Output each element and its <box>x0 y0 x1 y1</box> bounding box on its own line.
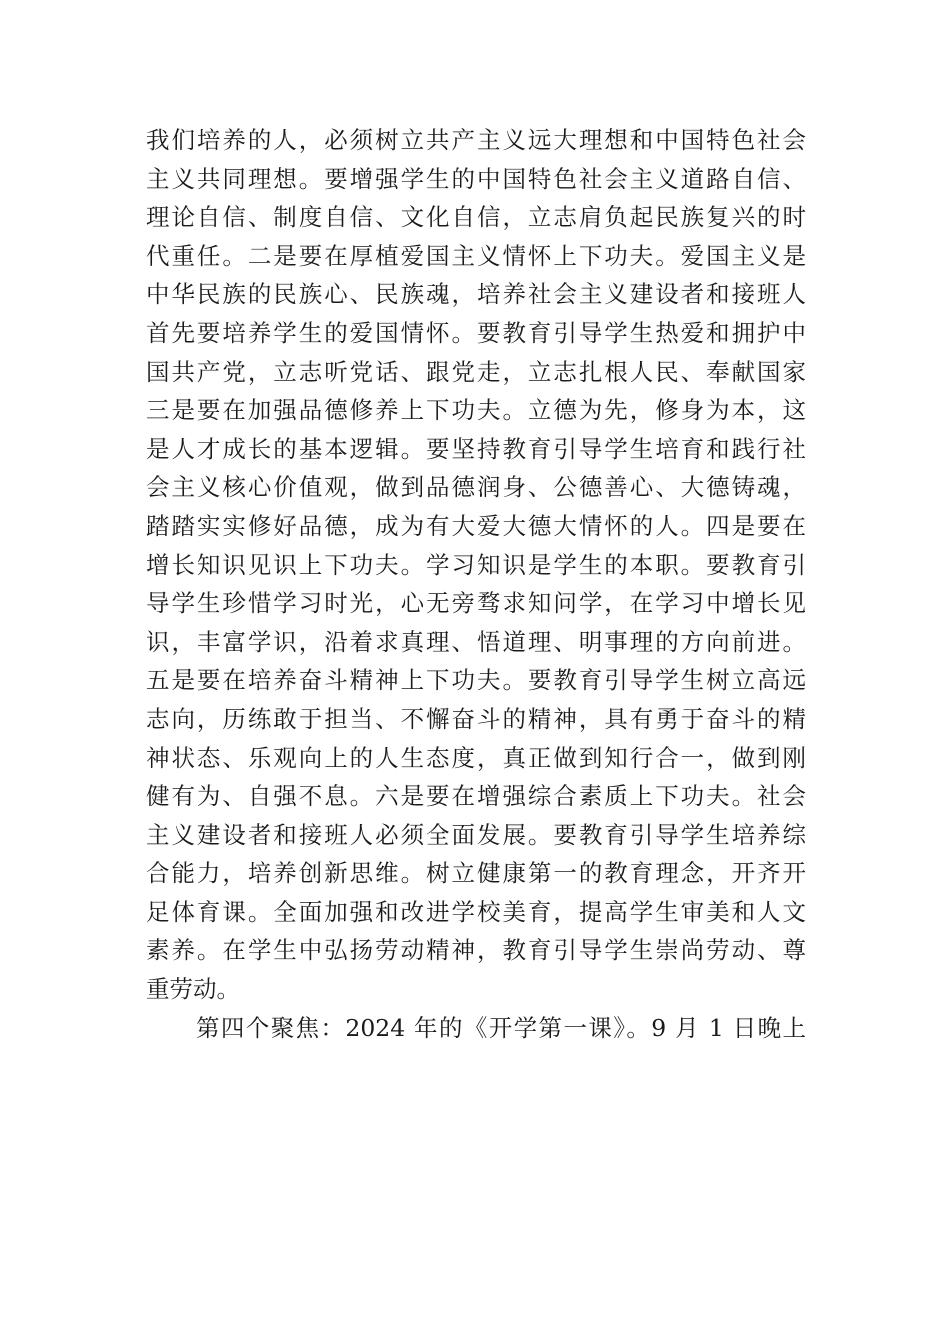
text-line: 代重任。二是要在厚植爱国主义情怀上下功夫。爱国主义是 <box>146 241 806 270</box>
text-line: 是人才成长的基本逻辑。要坚持教育引导学生培育和践行社 <box>146 434 806 463</box>
text-line: 导学生珍惜学习时光，心无旁骛求知问学，在学习中增长见 <box>146 589 806 618</box>
text-line: 我们培养的人，必须树立共产主义远大理想和中国特色社会 <box>146 126 806 154</box>
text-line: 合能力，培养创新思维。树立健康第一的教育理念，开齐开 <box>146 859 806 888</box>
text-line: 素养。在学生中弘扬劳动精神，教育引导学生崇尚劳动、尊 <box>146 936 806 965</box>
body-text <box>146 121 806 1047</box>
text-line: 踏踏实实修好品德，成为有大爱大德大情怀的人。四是要在 <box>146 511 806 540</box>
text-line: 理论自信、制度自信、文化自信，立志肩负起民族复兴的时 <box>146 203 806 232</box>
text-line: 增长知识见识上下功夫。学习知识是学生的本职。要教育引 <box>146 550 806 579</box>
text-line: 中华民族的民族心、民族魂，培养社会主义建设者和接班人 <box>146 280 806 309</box>
text-line: 会主义核心价值观，做到品德润身、公德善心、大德铸魂， <box>146 473 806 502</box>
text-line: 五是要在培养奋斗精神上下功夫。要教育引导学生树立高远 <box>146 666 806 695</box>
text-line: 神状态、乐观向上的人生态度，真正做到知行合一，做到刚 <box>146 743 806 772</box>
text-line: 主义建设者和接班人必须全面发展。要教育引导学生培养综 <box>146 820 806 849</box>
text-line: 足体育课。全面加强和改进学校美育，提高学生审美和人文 <box>146 897 806 926</box>
text-line: 志向，历练敢于担当、不懈奋斗的精神，具有勇于奋斗的精 <box>146 704 806 733</box>
text-line: 识，丰富学识，沿着求真理、悟道理、明事理的方向前进。 <box>146 627 806 656</box>
paragraph-first-line: 第四个聚焦：2024 年的《开学第一课》。9 月 1 日晚上 <box>196 1013 806 1042</box>
paragraph-end-line: 重劳动。 <box>146 975 240 1004</box>
text-line: 国共产党，立志听党话、跟党走，立志扎根人民、奉献国家 <box>146 357 806 386</box>
text-line: 健有为、自强不息。六是要在增强综合素质上下功夫。社会 <box>146 782 806 811</box>
text-line: 三是要在加强品德修养上下功夫。立德为先，修身为本，这 <box>146 396 806 425</box>
text-line: 首先要培养学生的爱国情怀。要教育引导学生热爱和拥护中 <box>146 318 806 347</box>
text-line: 主义共同理想。要增强学生的中国特色社会主义道路自信、 <box>146 164 806 193</box>
